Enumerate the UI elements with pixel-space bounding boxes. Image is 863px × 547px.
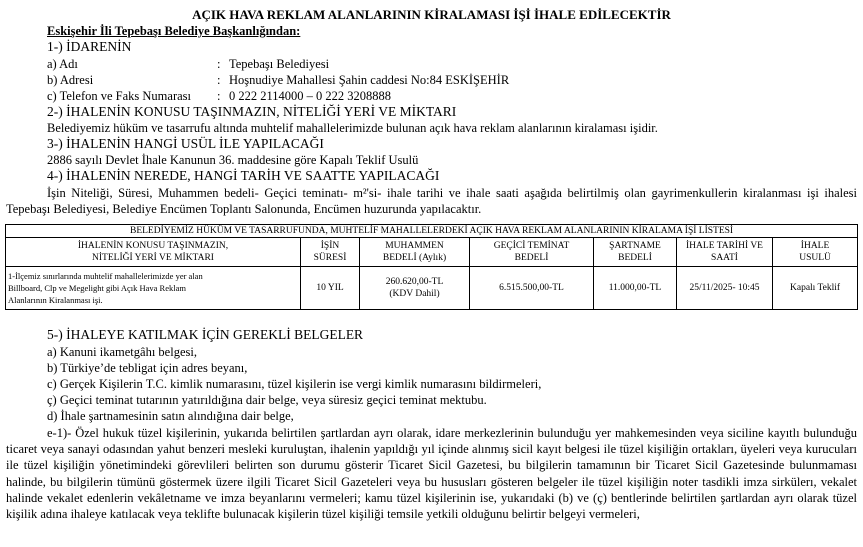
- cell-duration: 10 YIL: [301, 267, 360, 310]
- idare-name-label: a) Adı: [47, 57, 78, 71]
- table-header-row: [6, 238, 858, 267]
- idare-phone-value: 0 222 2114000 – 0 222 3208888: [229, 89, 392, 103]
- section-3-text: 2886 sayılı Devlet İhale Kanunun 36. maddesine göre Kapalı Teklif Usulü: [47, 153, 419, 167]
- col-header-duration: İŞİN SÜRESİ: [301, 238, 360, 267]
- section-5-heading: 5-) İHALEYE KATILMAK İÇİN GEREKLİ BELGELER: [47, 327, 364, 342]
- idare-address-row: b) Adresi : Hoşnudiye Mahallesi Şahin caddesi No:84 ESKİŞEHİR: [47, 73, 510, 87]
- doc-item-cc: ç) Geçici teminat tutarının yatırıldığına dair belge, veya süresiz geçici teminat mektubu.: [47, 393, 487, 407]
- section-4-text: İşin Niteliği, Süresi, Muhammen bedeli- Geçici teminatı- m²'si- ihale tarihi ve ihale saati aşağıda belirtilmiş olan gayrimenkullerin kiralanması işi ihalesi Tepebaşı Belediyesi, Belediye Encümen Toplantı Salonunda, Encümen huzurunda yapılacaktır.: [6, 186, 857, 217]
- table-row: [6, 267, 858, 310]
- idare-name-row: a) Adı : Tepebaşı Belediyesi: [47, 57, 330, 71]
- idare-phone-row: c) Telefon ve Faks Numarası : 0 222 2114000 – 0 222 3208888: [47, 89, 392, 103]
- col-header-spec-fee: ŞARTNAME BEDELİ: [594, 238, 677, 267]
- section-4-heading: 4-) İHALENİN NEREDE, HANGİ TARİH VE SAATTE YAPILACAĞI: [47, 168, 440, 183]
- doc-item-d: d) İhale şartnamesinin satın alındığına dair belge,: [47, 409, 294, 423]
- section-2-text: Belediyemiz hüküm ve tasarrufu altında muhtelif mahallelerimizde bulunan açık hava reklam alanlarının kiralaması işidir.: [47, 121, 658, 135]
- col-header-method: İHALE USULÜ: [773, 238, 858, 267]
- cell-date: 25/11/2025- 10:45: [677, 267, 773, 310]
- cell-subject: 1-İlçemiz sınırlarında muhtelif mahallelerimizde yer alan Billboard, Clp ve Megelight gibi Açık Hava Reklam Alanlarının Kiralanması işi.: [6, 267, 301, 310]
- table-caption: BELEDİYEMİZ HÜKÜM VE TASARRUFUNDA, MUHTELİF MAHALLELERDEKİ AÇIK HAVA REKLAM ALANLARININ KİRALAMA İŞİ LİSTESİ: [6, 225, 858, 238]
- section-2-heading: 2-) İHALENİN KONUSU TAŞINMAZIN, NİTELİĞİ YERİ VE MİKTARI: [47, 104, 457, 119]
- cell-guarantee: 6.515.500,00-TL: [470, 267, 594, 310]
- addressee: Eskişehir İli Tepebaşı Belediye Başkanlığından:: [47, 24, 301, 38]
- rental-list-table: [5, 224, 858, 310]
- idare-name-value: Tepebaşı Belediyesi: [229, 57, 330, 71]
- cell-spec-fee: 11.000,00-TL: [594, 267, 677, 310]
- doc-item-b: b) Türkiye’de tebligat için adres beyanı,: [47, 361, 248, 375]
- cell-method: Kapalı Teklif: [773, 267, 858, 310]
- col-header-guarantee: GEÇİCİ TEMİNAT BEDELİ: [470, 238, 594, 267]
- document-title: AÇIK HAVA REKLAM ALANLARININ KİRALAMASI İŞİ İHALE EDİLECEKTİR: [192, 7, 671, 22]
- idare-address-value: Hoşnudiye Mahallesi Şahin caddesi No:84 ESKİŞEHİR: [229, 73, 510, 87]
- col-header-subject: İHALENİN KONUSU TAŞINMAZIN, NİTELİĞİ YERİ VE MİKTARI: [6, 238, 301, 267]
- section-3-heading: 3-) İHALENİN HANGİ USÜL İLE YAPILACAĞI: [47, 136, 324, 151]
- idare-address-label: b) Adresi: [47, 73, 94, 87]
- doc-item-c: c) Gerçek Kişilerin T.C. kimlik numarasını, tüzel kişilerin ise vergi kimlik numarasını bildirmeleri,: [47, 377, 542, 391]
- section-1-heading: 1-) İDARENİN: [47, 39, 132, 54]
- col-header-price: MUHAMMEN BEDELİ (Aylık): [360, 238, 470, 267]
- col-header-date: İHALE TARİHİ VE SAATİ: [677, 238, 773, 267]
- idare-phone-label: c) Telefon ve Faks Numarası: [47, 89, 191, 103]
- doc-item-a: a) Kanuni ikametgâhı belgesi,: [47, 345, 197, 359]
- doc-item-e1: e-1)- Özel hukuk tüzel kişilerinin, yukarıda belirtilen şartlardan ayrı olarak, idare merkezlerinin bulunduğu yer mahkemesinden veya siciline kayıtlı bulunduğu ticaret veya sanayi odasından yahut benzeri mesleki kuruluştan, ihalenin yapıldığı yıl içinde alınmış sicil kayıt belgesi ile tüzel kişiliğin ortakları, üyeleri veya kurucuları ile tüzel kişiliğin yönetimindeki görevlileri belirten son durumu gösterir Ticaret Sicil Gazetesi, bu bilgilerin tamamının bir Ticaret Sicil Gazetesinde bulunmaması halinde, bu bilgilerin tümünü göstermek üzere ilgili Ticaret Sicil Gazeteleri veya bu hususları gösteren belgeler ile tüzel kişiliğin noter tasdikli imza sirkülerı, vekalet halinde vekalet edenlerin vekâletname ve imza beyanlarını vermeleri; kamu tüzel kişilerinin ise, yukarıdaki (b) ve (ç) bentlerinde belirtilen şartlardan ayrı olarak tüzel kişilik adına ihaleye katılacak veya teklifte bulunacak kişilerin tüzel kişiliği temsile yetkili olduğunu belirtir belgeyi vermeleri,: [6, 426, 857, 522]
- cell-price: 260.620,00-TL (KDV Dahil): [360, 267, 470, 310]
